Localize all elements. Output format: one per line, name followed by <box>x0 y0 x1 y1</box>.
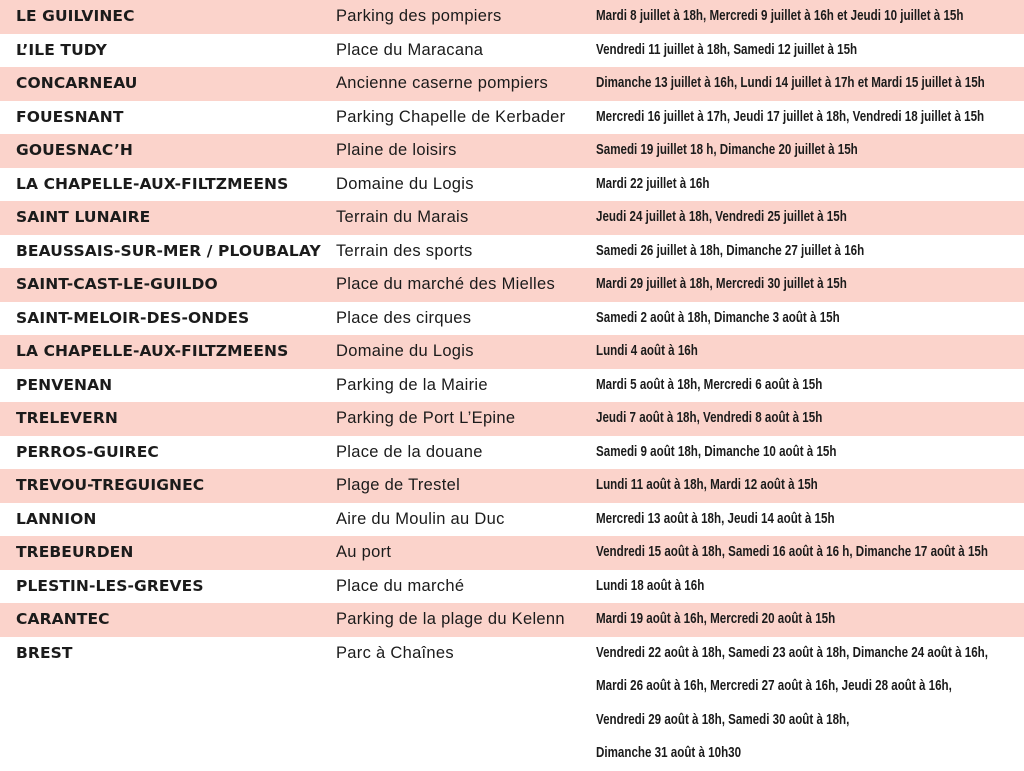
city-name: BREST <box>16 643 73 662</box>
city-name: PENVENAN <box>16 375 113 394</box>
city-name: SAINT LUNAIRE <box>16 208 151 226</box>
venue-name: Terrain du Marais <box>336 208 469 226</box>
venue-name: Place du marché <box>336 576 465 595</box>
venue-name: Domaine du Logis <box>336 174 474 193</box>
venue-name: Place du Maracana <box>336 40 484 59</box>
venue-name: Parking de Port L’Epine <box>336 409 516 427</box>
city-name: LANNION <box>16 509 97 528</box>
city-name: PLESTIN-LES-GREVES <box>16 576 204 595</box>
table-row-continuation <box>0 704 1024 738</box>
show-dates: Samedi 26 juillet à 18h, Dimanche 27 juillet à 16h <box>596 242 865 259</box>
venue-name: Parking Chapelle de Kerbader <box>336 107 566 126</box>
venue-name: Parking de la Mairie <box>336 375 488 394</box>
city-name: FOUESNANT <box>16 107 124 126</box>
city-name: LA CHAPELLE-AUX-FILTZMEENS <box>16 174 289 193</box>
city-name: BEAUSSAIS-SUR-MER / PLOUBALAY <box>16 241 321 260</box>
venue-name: Aire du Moulin au Duc <box>336 509 505 528</box>
table-row <box>0 134 1024 168</box>
venue-name: Parking de la plage du Kelenn <box>336 610 565 628</box>
table-row <box>0 536 1024 570</box>
show-dates: Mardi 19 août à 16h, Mercredi 20 août à 15h <box>596 611 836 627</box>
table-row <box>0 603 1024 637</box>
show-dates: Vendredi 15 août à 18h, Samedi 16 août à 16 h, Dimanche 17 août à 15h <box>596 544 988 560</box>
show-dates: Vendredi 11 juillet à 18h, Samedi 12 juillet à 15h <box>596 41 858 58</box>
city-name: SAINT-MELOIR-DES-ONDES <box>16 308 250 327</box>
show-dates: Lundi 4 août à 16h <box>596 343 698 359</box>
show-dates: Mardi 8 juillet à 18h, Mercredi 9 juillet à 16h et Jeudi 10 juillet à 15h <box>596 8 964 24</box>
show-dates: Mardi 26 août à 16h, Mercredi 27 août à 16h, Jeudi 28 août à 16h, <box>596 678 952 694</box>
table-row <box>0 201 1024 235</box>
show-dates: Mardi 22 juillet à 16h <box>596 175 710 192</box>
venue-name: Parking des pompiers <box>336 7 502 25</box>
show-dates: Samedi 9 août 18h, Dimanche 10 août à 15h <box>596 443 837 460</box>
table-row <box>0 101 1024 135</box>
show-dates: Samedi 19 juillet 18 h, Dimanche 20 juillet à 15h <box>596 142 858 158</box>
show-dates: Samedi 2 août à 18h, Dimanche 3 août à 15h <box>596 309 840 326</box>
show-dates: Mardi 5 août à 18h, Mercredi 6 août à 15h <box>596 376 823 393</box>
venue-name: Ancienne caserne pompiers <box>336 74 549 92</box>
show-dates: Lundi 11 août à 18h, Mardi 12 août à 15h <box>596 477 818 493</box>
table-row <box>0 503 1024 537</box>
table-row <box>0 302 1024 336</box>
venue-name: Domaine du Logis <box>336 342 474 360</box>
table-row <box>0 335 1024 369</box>
show-dates: Vendredi 22 août à 18h, Samedi 23 août à 18h, Dimanche 24 août à 16h, <box>596 644 988 661</box>
city-name: PERROS-GUIREC <box>16 442 159 461</box>
city-name: LE GUILVINEC <box>16 7 135 25</box>
venue-name: Plage de Trestel <box>336 476 461 494</box>
table-row <box>0 402 1024 436</box>
table-row <box>0 570 1024 604</box>
table-row <box>0 67 1024 101</box>
venue-name: Place des cirques <box>336 308 472 327</box>
show-dates: Mercredi 13 août à 18h, Jeudi 14 août à 15h <box>596 510 835 527</box>
table-row <box>0 469 1024 503</box>
city-name: TRELEVERN <box>16 409 118 427</box>
show-dates: Jeudi 7 août à 18h, Vendredi 8 août à 15h <box>596 410 823 426</box>
venue-name: Plaine de loisirs <box>336 141 457 159</box>
city-name: LA CHAPELLE-AUX-FILTZMEENS <box>16 342 289 360</box>
show-dates: Dimanche 31 août à 10h30 <box>596 745 742 761</box>
venue-name: Place de la douane <box>336 442 483 461</box>
show-dates: Mardi 29 juillet à 18h, Mercredi 30 juillet à 15h <box>596 276 847 292</box>
table-row-continuation <box>0 737 1024 771</box>
venue-name: Terrain des sports <box>336 241 473 260</box>
table-row <box>0 168 1024 202</box>
table-row <box>0 34 1024 68</box>
show-dates: Jeudi 24 juillet à 18h, Vendredi 25 juillet à 15h <box>596 209 847 225</box>
show-dates: Lundi 18 août à 16h <box>596 577 705 594</box>
city-name: TREBEURDEN <box>16 543 134 561</box>
venue-name: Parc à Chaînes <box>336 643 454 662</box>
show-dates: Dimanche 13 juillet à 16h, Lundi 14 juillet à 17h et Mardi 15 juillet à 15h <box>596 75 985 91</box>
venue-name: Au port <box>336 543 392 561</box>
city-name: CONCARNEAU <box>16 74 138 92</box>
city-name: TREVOU-TREGUIGNEC <box>16 476 205 494</box>
venue-name: Place du marché des Mielles <box>336 275 556 293</box>
show-dates: Vendredi 29 août à 18h, Samedi 30 août à 18h, <box>596 711 850 728</box>
city-name: L’ILE TUDY <box>16 40 107 59</box>
show-dates: Mercredi 16 juillet à 17h, Jeudi 17 juillet à 18h, Vendredi 18 juillet à 15h <box>596 108 985 125</box>
city-name: SAINT-CAST-LE-GUILDO <box>16 275 218 293</box>
city-name: CARANTEC <box>16 610 110 628</box>
table-row <box>0 369 1024 403</box>
table-row <box>0 235 1024 269</box>
city-name: GOUESNAC’H <box>16 141 134 159</box>
table-row <box>0 436 1024 470</box>
table-row-continuation <box>0 670 1024 704</box>
table-row <box>0 268 1024 302</box>
table-row <box>0 637 1024 671</box>
table-row <box>0 0 1024 34</box>
